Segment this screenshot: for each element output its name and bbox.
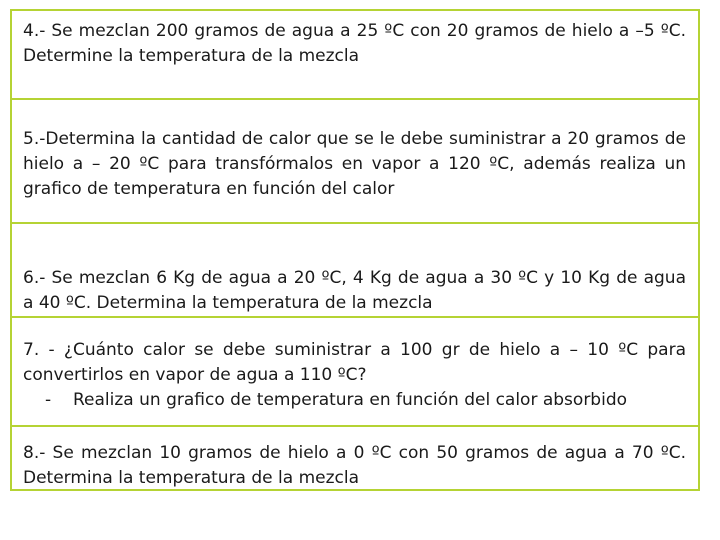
- problem-row-6: [12, 222, 698, 316]
- problem-row-8: [12, 425, 698, 489]
- problem-text: 5.-Determina la cantidad de calor que se le debe suministrar a 20 gramos de hielo a – 20 ºC para transfórmalos en vapor a 120 ºC, además realiza un grafico de temperatura en función del calor: [23, 129, 686, 199]
- sub-item-marker: -: [45, 390, 52, 410]
- sub-item: [23, 388, 686, 413]
- problem-row-4: [12, 11, 698, 98]
- problem-text: 6.- Se mezclan 6 Kg de agua a 20 ºC, 4 Kg de agua a 30 ºC y 10 Kg de agua a 40 ºC. Determina la temperatura de la mezcla: [23, 268, 686, 313]
- problem-row-5: [12, 98, 698, 222]
- problem-text: 7. - ¿Cuánto calor se debe suministrar a 100 gr de hielo a – 10 ºC para convertirlos en vapor de agua a 110 ºC?: [23, 340, 686, 385]
- problem-text: 8.- Se mezclan 10 gramos de hielo a 0 ºC con 50 gramos de agua a 70 ºC. Determina la temperatura de la mezcla: [23, 443, 686, 488]
- problem-text: 4.- Se mezclan 200 gramos de agua a 25 ºC con 20 gramos de hielo a –5 ºC. Determine la temperatura de la mezcla: [23, 21, 686, 66]
- problem-row-7: [12, 316, 698, 425]
- sub-item-text: Realiza un grafico de temperatura en función del calor absorbido: [73, 390, 628, 410]
- problems-table: [10, 9, 700, 491]
